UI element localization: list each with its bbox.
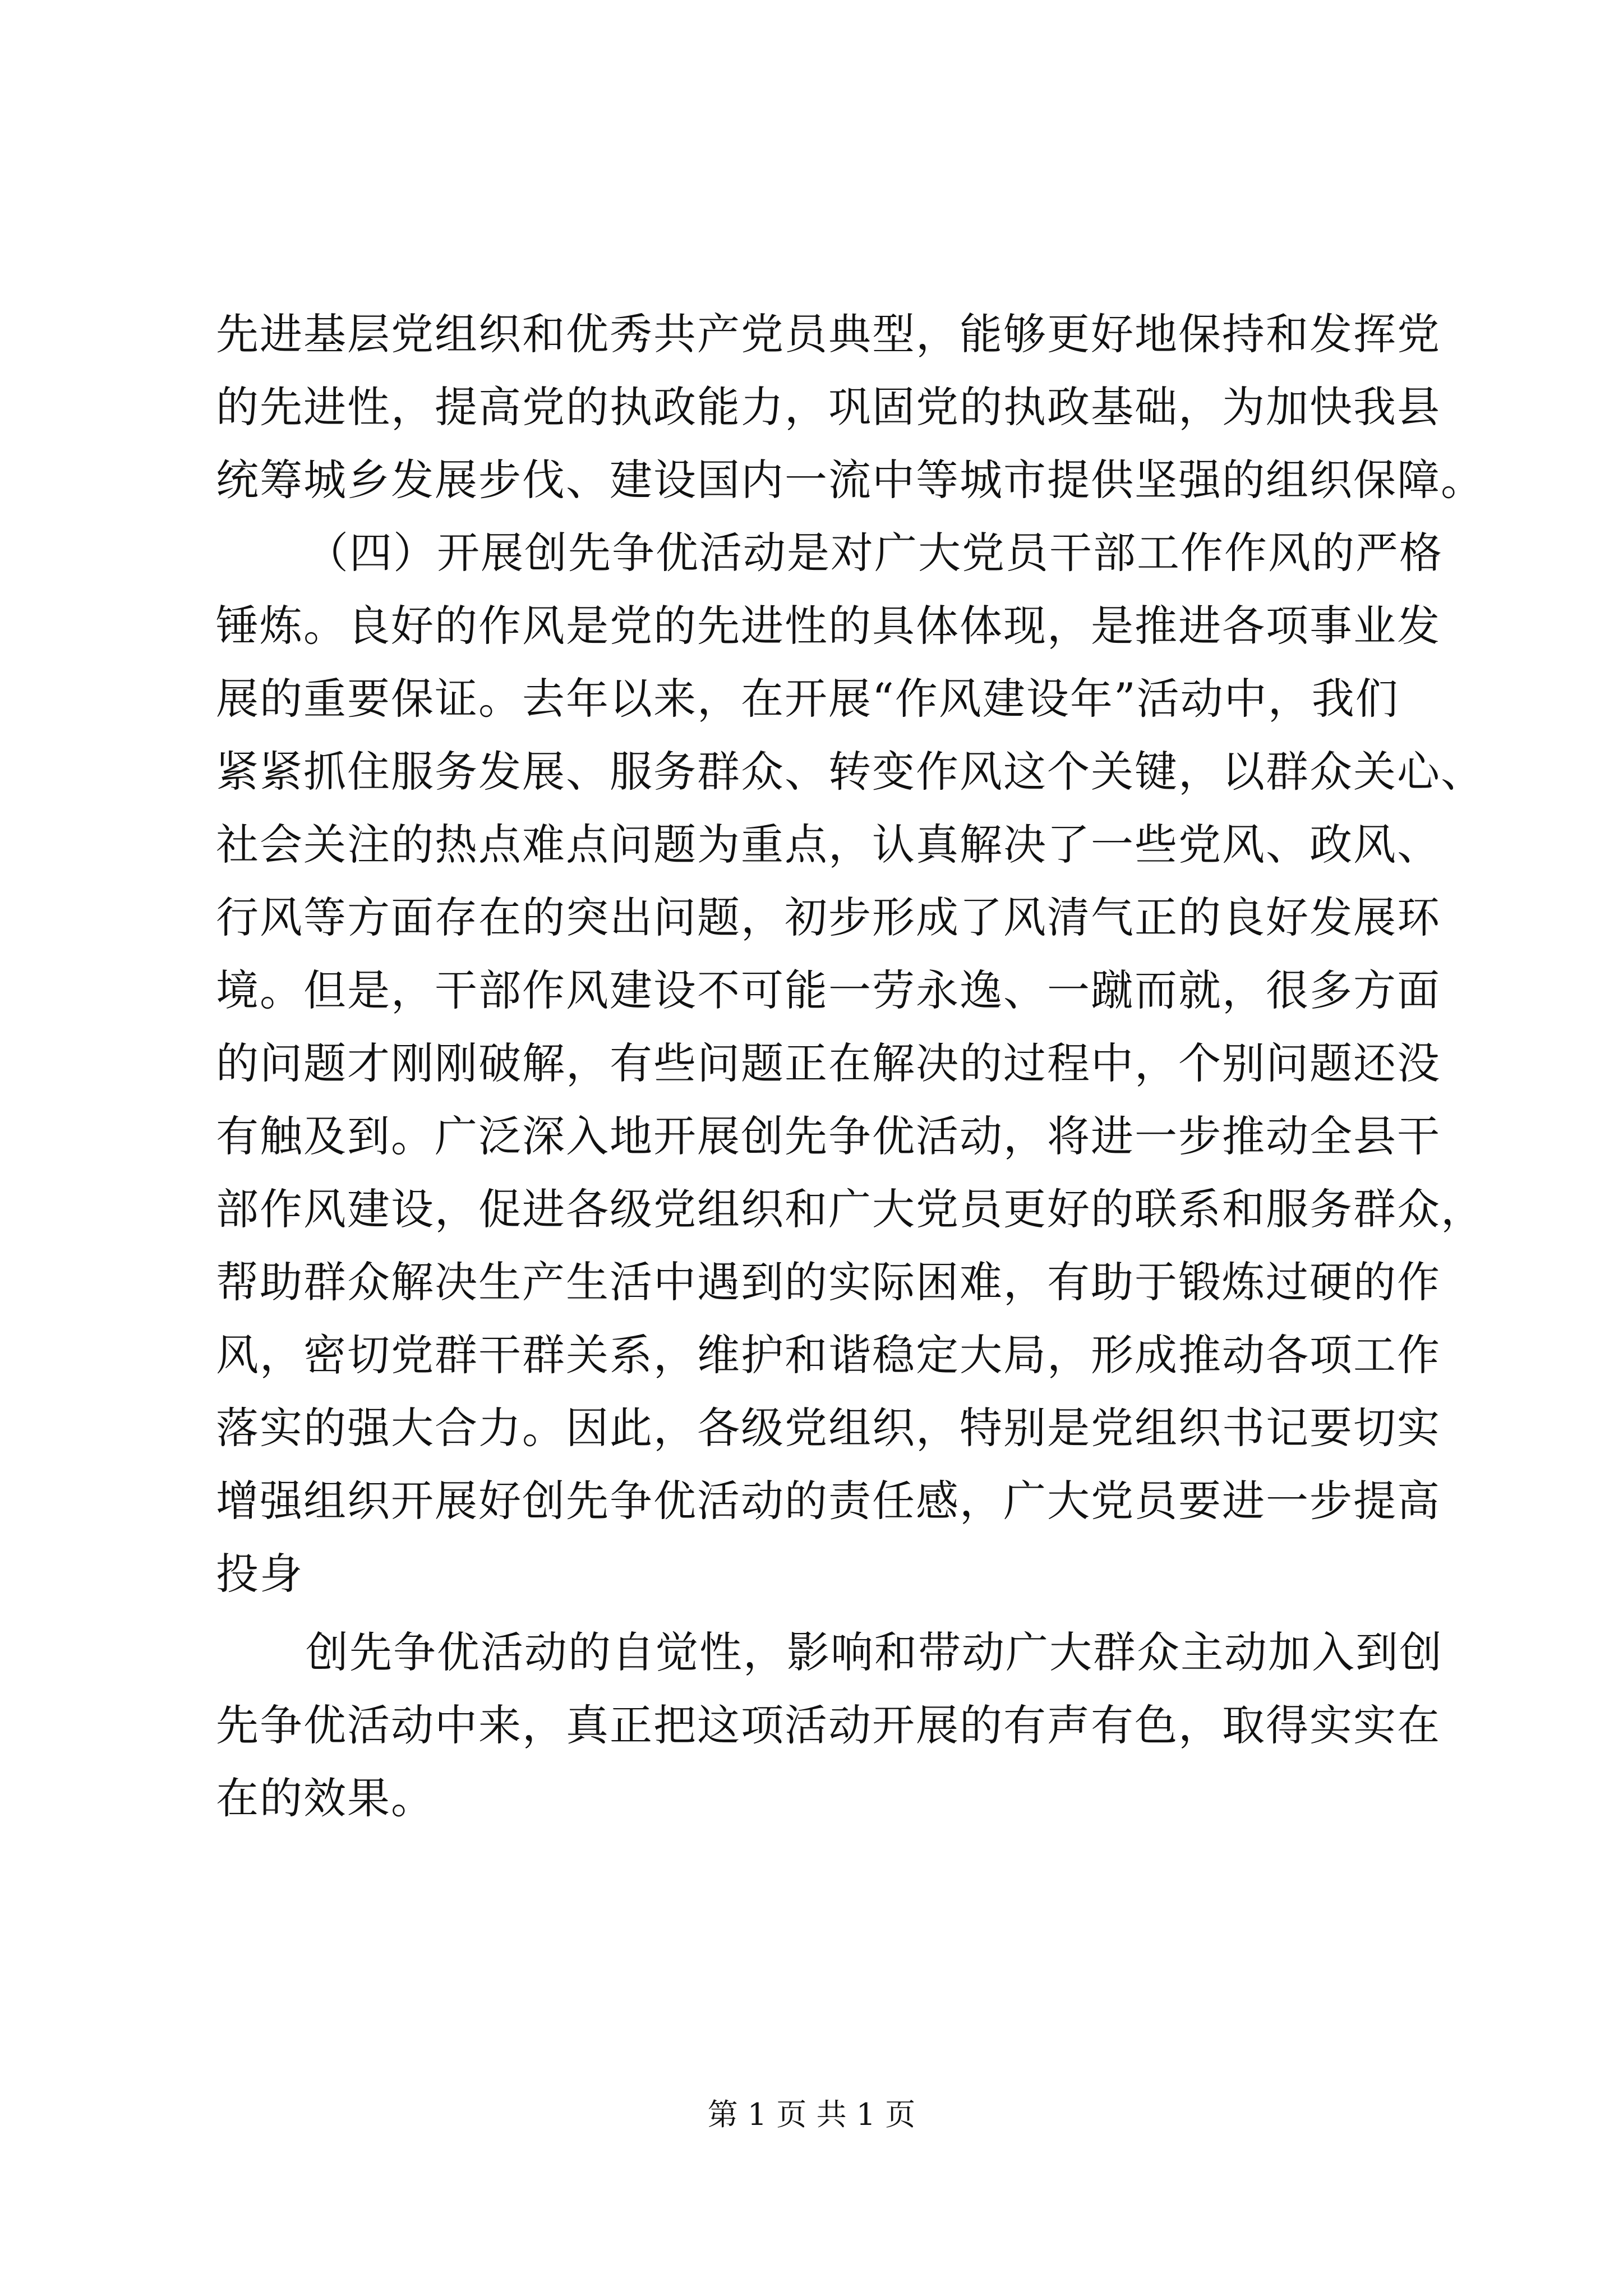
text-line: 紧紧抓住服务发展、服务群众、转变作风这个关键，以群众关心、 bbox=[216, 747, 1484, 797]
text-line: 创先争优活动的自觉性，影响和带动广大群众主动加入到创 bbox=[306, 1627, 1443, 1677]
text-line: 展的重要保证。去年以来，在开展“作风建设年”活动中，我们 bbox=[216, 674, 1399, 724]
text-line: 风，密切党群干群关系，维护和谐稳定大局，形成推动各项工作 bbox=[216, 1330, 1441, 1380]
text-line: 增强组织开展好创先争优活动的责任感，广大党员要进一步提高 bbox=[216, 1476, 1441, 1526]
text-line: 统筹城乡发展步伐、建设国内一流中等城市提供坚强的组织保障。 bbox=[216, 455, 1484, 505]
text-line: 投身 bbox=[216, 1549, 303, 1599]
text-line: 境。但是，干部作风建设不可能一劳永逸、一蹴而就，很多方面 bbox=[216, 965, 1441, 1015]
text-line: 帮助群众解决生产生活中遇到的实际困难，有助于锻炼过硬的作 bbox=[216, 1257, 1441, 1307]
text-line: （四）开展创先争优活动是对广大党员干部工作作风的严格 bbox=[306, 528, 1443, 578]
text-line: 社会关注的热点难点问题为重点，认真解决了一些党风、政风、 bbox=[216, 820, 1441, 869]
page-number-footer: 第 1 页 共 1 页 bbox=[707, 2097, 916, 2132]
text-line: 落实的强大合力。因此，各级党组织，特别是党组织书记要切实 bbox=[216, 1403, 1441, 1453]
text-line: 先进基层党组织和优秀共产党员典型，能够更好地保持和发挥党 bbox=[216, 309, 1441, 359]
text-line: 的先进性，提高党的执政能力，巩固党的执政基础，为加快我县 bbox=[216, 382, 1441, 432]
text-line: 有触及到。广泛深入地开展创先争优活动，将进一步推动全县干 bbox=[216, 1111, 1441, 1161]
text-line: 部作风建设，促进各级党组织和广大党员更好的联系和服务群众， bbox=[216, 1184, 1484, 1234]
text-line: 的问题才刚刚破解，有些问题正在解决的过程中，个别问题还没 bbox=[216, 1038, 1441, 1088]
text-line: 先争优活动中来，真正把这项活动开展的有声有色，取得实实在 bbox=[216, 1700, 1441, 1750]
text-line: 在的效果。 bbox=[216, 1773, 435, 1823]
text-line: 锤炼。良好的作风是党的先进性的具体体现，是推进各项事业发 bbox=[216, 601, 1441, 651]
text-line: 行风等方面存在的突出问题，初步形成了风清气正的良好发展环 bbox=[216, 892, 1441, 942]
